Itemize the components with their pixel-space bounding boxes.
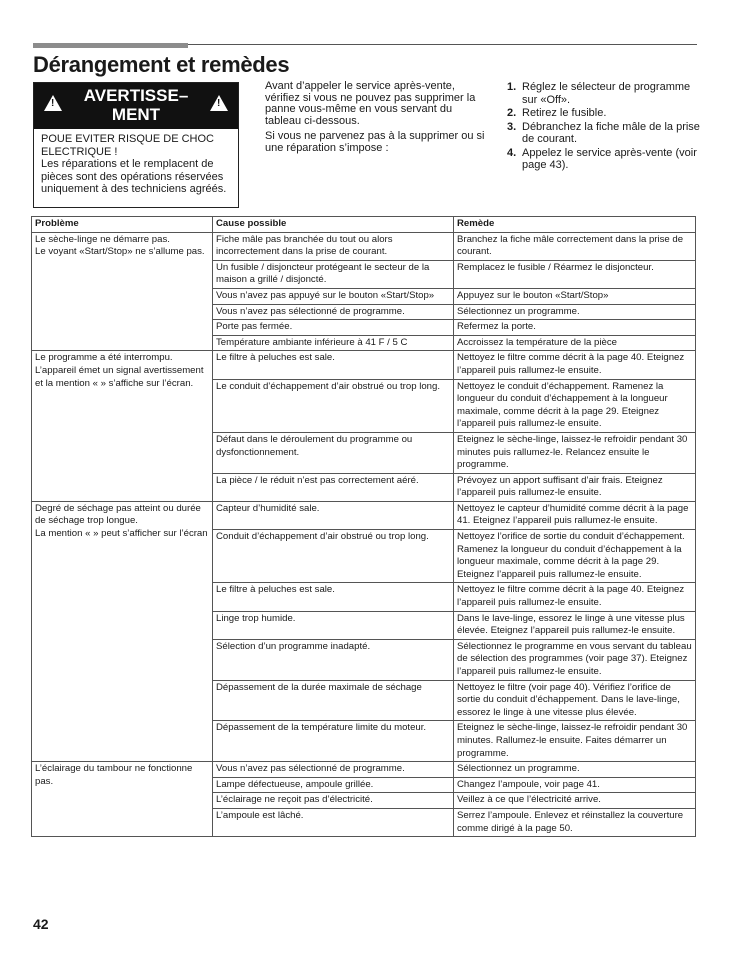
remedy-cell: Nettoyez le filtre comme décrit à la page 40. Eteignez l’appareil puis rallumez-le ensuite. bbox=[454, 351, 696, 379]
remedy-cell: Nettoyez le filtre comme décrit à la page 40. Eteignez l’appareil puis rallumez-le ensuite. bbox=[454, 583, 696, 611]
cause-cell: Vous n’avez pas sélectionné de programme. bbox=[213, 304, 454, 320]
page-title: Dérangement et remèdes bbox=[33, 52, 290, 77]
problem-cell bbox=[32, 501, 213, 761]
remedy-cell: Eteignez le sèche-linge, laissez-le refroidir pendant 30 minutes. Rallumez-le ensuite. Faites démarrer un programme. bbox=[454, 721, 696, 762]
step-number: 2. bbox=[507, 107, 517, 119]
remedy-cell: Prévoyez un apport suffisant d’air frais. Eteignez l’appareil puis rallumez-le ensuite. bbox=[454, 473, 696, 501]
step-item bbox=[503, 121, 703, 146]
troubleshooting-table bbox=[31, 216, 696, 837]
cause-cell: Le conduit d’échappement d’air obstrué ou trop long. bbox=[213, 379, 454, 432]
intro-text bbox=[265, 81, 485, 159]
warning-body bbox=[34, 129, 238, 200]
cause-cell: Température ambiante inférieure à 41 F / 5 C bbox=[213, 335, 454, 351]
step-number: 3. bbox=[507, 120, 517, 133]
cause-cell: Conduit d’échappement d’air obstrué ou trop long. bbox=[213, 530, 454, 583]
cause-cell: Vous n’avez pas appuyé sur le bouton «Start/Stop» bbox=[213, 288, 454, 304]
step-number: 1. bbox=[507, 81, 517, 93]
table-header-row bbox=[32, 217, 696, 233]
header-remedy: Remède bbox=[454, 217, 696, 233]
header-cause: Cause possible bbox=[213, 217, 454, 233]
header-problem: Problème bbox=[32, 217, 213, 233]
remedy-cell: Appuyez sur le bouton «Start/Stop» bbox=[454, 288, 696, 304]
steps-list bbox=[503, 81, 703, 173]
header-rule-thick bbox=[33, 43, 188, 48]
remedy-cell: Accroissez la température de la pièce bbox=[454, 335, 696, 351]
remedy-cell: Eteignez le sèche-linge, laissez-le refroidir pendant 30 minutes puis rallumez-le. Relancez ensuite le programme. bbox=[454, 432, 696, 473]
step-text: Débranchez la fiche mâle de la prise de courant. bbox=[522, 120, 700, 145]
cause-cell: L’ampoule est lâché. bbox=[213, 808, 454, 836]
warning-header bbox=[34, 83, 238, 129]
table-row bbox=[32, 501, 696, 529]
table-row bbox=[32, 762, 696, 778]
cause-cell: Dépassement de la durée maximale de séchage bbox=[213, 680, 454, 721]
intro-paragraph-1: Avant d’appeler le service après-vente, vérifiez si vous ne pouvez pas supprimer la panne vous-même en vous servant du tableau ci-dessous. bbox=[265, 80, 476, 127]
remedy-cell: Refermez la porte. bbox=[454, 320, 696, 336]
intro-paragraph-2: Si vous ne parvenez pas à la supprimer ou si une réparation s’impose : bbox=[265, 130, 485, 154]
step-number: 4. bbox=[507, 146, 517, 159]
header-rule-thin bbox=[188, 44, 697, 45]
problem-text: Degré de séchage pas atteint ou durée de séchage trop longue. bbox=[35, 502, 201, 527]
remedy-cell: Dans le lave-linge, essorez le linge à une vitesse plus élevée. Eteignez l’appareil puis rallumez-le ensuite. bbox=[454, 611, 696, 639]
table-row bbox=[32, 232, 696, 260]
step-text: Appelez le service après-vente (voir page 43). bbox=[522, 146, 697, 171]
problem-cell bbox=[32, 762, 213, 837]
remedy-cell: Sélectionnez le programme en vous servant du tableau de sélection des programmes (voir page 37). Eteignez l’appareil puis rallumez-le ensuite. bbox=[454, 639, 696, 680]
cause-cell: Un fusible / disjoncteur protégeant le secteur de la maison a grillé / disjoncté. bbox=[213, 260, 454, 288]
problem-cell bbox=[32, 351, 213, 502]
warning-line-1: POUE EVITER RISQUE DE CHOC ELECTRIQUE ! bbox=[41, 133, 214, 158]
cause-cell: Le filtre à peluches est sale. bbox=[213, 583, 454, 611]
step-text: Réglez le sélecteur de programme sur «Off». bbox=[522, 81, 691, 106]
cause-cell: Porte pas fermée. bbox=[213, 320, 454, 336]
warning-line-2: Les réparations et le remplacent de pièces sont des opérations réservées uniquement à des techniciens agréés. bbox=[41, 158, 227, 195]
warning-triangle-icon bbox=[44, 95, 62, 111]
problem-cell bbox=[32, 232, 213, 351]
step-item bbox=[503, 147, 703, 172]
remedy-cell: Sélectionnez un programme. bbox=[454, 762, 696, 778]
remedy-cell: Veillez à ce que l’électricité arrive. bbox=[454, 793, 696, 809]
problem-text: Le sèche-linge ne démarre pas. bbox=[35, 233, 170, 245]
remedy-cell: Nettoyez le capteur d’humidité comme décrit à la page 41. Eteignez l’appareil puis rallumez-le ensuite. bbox=[454, 501, 696, 529]
cause-cell: Défaut dans le déroulement du programme ou dysfonctionnement. bbox=[213, 432, 454, 473]
problem-text: Le programme a été interrompu. L’appareil émet un signal avertissement et la mention « » s’affiche sur l’écran. bbox=[35, 352, 204, 389]
remedy-cell: Nettoyez l’orifice de sortie du conduit d’échappement. Ramenez la longueur du conduit d’échappement à la longueur maximale, comme décrit à la page 29. Eteignez l’appareil puis rallumez-le ensuite. bbox=[454, 530, 696, 583]
remedy-cell: Changez l’ampoule, voir page 41. bbox=[454, 777, 696, 793]
remedy-cell: Branchez la fiche mâle correctement dans la prise de courant. bbox=[454, 232, 696, 260]
cause-cell: Linge trop humide. bbox=[213, 611, 454, 639]
cause-cell: Vous n’avez pas sélectionné de programme. bbox=[213, 762, 454, 778]
cause-cell: La pièce / le réduit n’est pas correctement aéré. bbox=[213, 473, 454, 501]
warning-box bbox=[33, 82, 239, 208]
cause-cell: Dépassement de la température limite du moteur. bbox=[213, 721, 454, 762]
warning-heading: AVERTISSE– MENT bbox=[83, 86, 189, 124]
cause-cell: Sélection d’un programme inadapté. bbox=[213, 639, 454, 680]
warning-triangle-icon bbox=[210, 95, 228, 111]
problem-text: Le voyant «Start/Stop» ne s’allume pas. bbox=[35, 246, 205, 258]
cause-cell: Fiche mâle pas branchée du tout ou alors incorrectement dans la prise de courant. bbox=[213, 232, 454, 260]
step-item bbox=[503, 81, 703, 106]
problem-text: La mention « » peut s’afficher sur l’écran bbox=[35, 528, 208, 540]
cause-cell: L’éclairage ne reçoit pas d’électricité. bbox=[213, 793, 454, 809]
remedy-cell: Nettoyez le conduit d’échappement. Ramenez la longueur du conduit d’échappement à la longueur maximale, comme décrit à la page 29. Eteignez l’appareil puis rallumez-le ensuite. bbox=[454, 379, 696, 432]
cause-cell: Lampe défectueuse, ampoule grillée. bbox=[213, 777, 454, 793]
remedy-cell: Nettoyez le filtre (voir page 40). Vérifiez l’orifice de sortie du conduit d’échappement. Dans le lave-linge, essorez le linge à une vitesse plus élevée. bbox=[454, 680, 696, 721]
step-item bbox=[503, 107, 703, 120]
problem-text: L’éclairage du tambour ne fonctionne pas. bbox=[35, 763, 193, 787]
remedy-cell: Remplacez le fusible / Réarmez le disjoncteur. bbox=[454, 260, 696, 288]
step-text: Retirez le fusible. bbox=[522, 107, 607, 119]
table-row bbox=[32, 351, 696, 379]
remedy-cell: Sélectionnez un programme. bbox=[454, 304, 696, 320]
page-number: 42 bbox=[33, 916, 49, 932]
cause-cell: Le filtre à peluches est sale. bbox=[213, 351, 454, 379]
remedy-cell: Serrez l’ampoule. Enlevez et réinstallez la couverture comme dirigé à la page 50. bbox=[454, 808, 696, 836]
cause-cell: Capteur d’humidité sale. bbox=[213, 501, 454, 529]
